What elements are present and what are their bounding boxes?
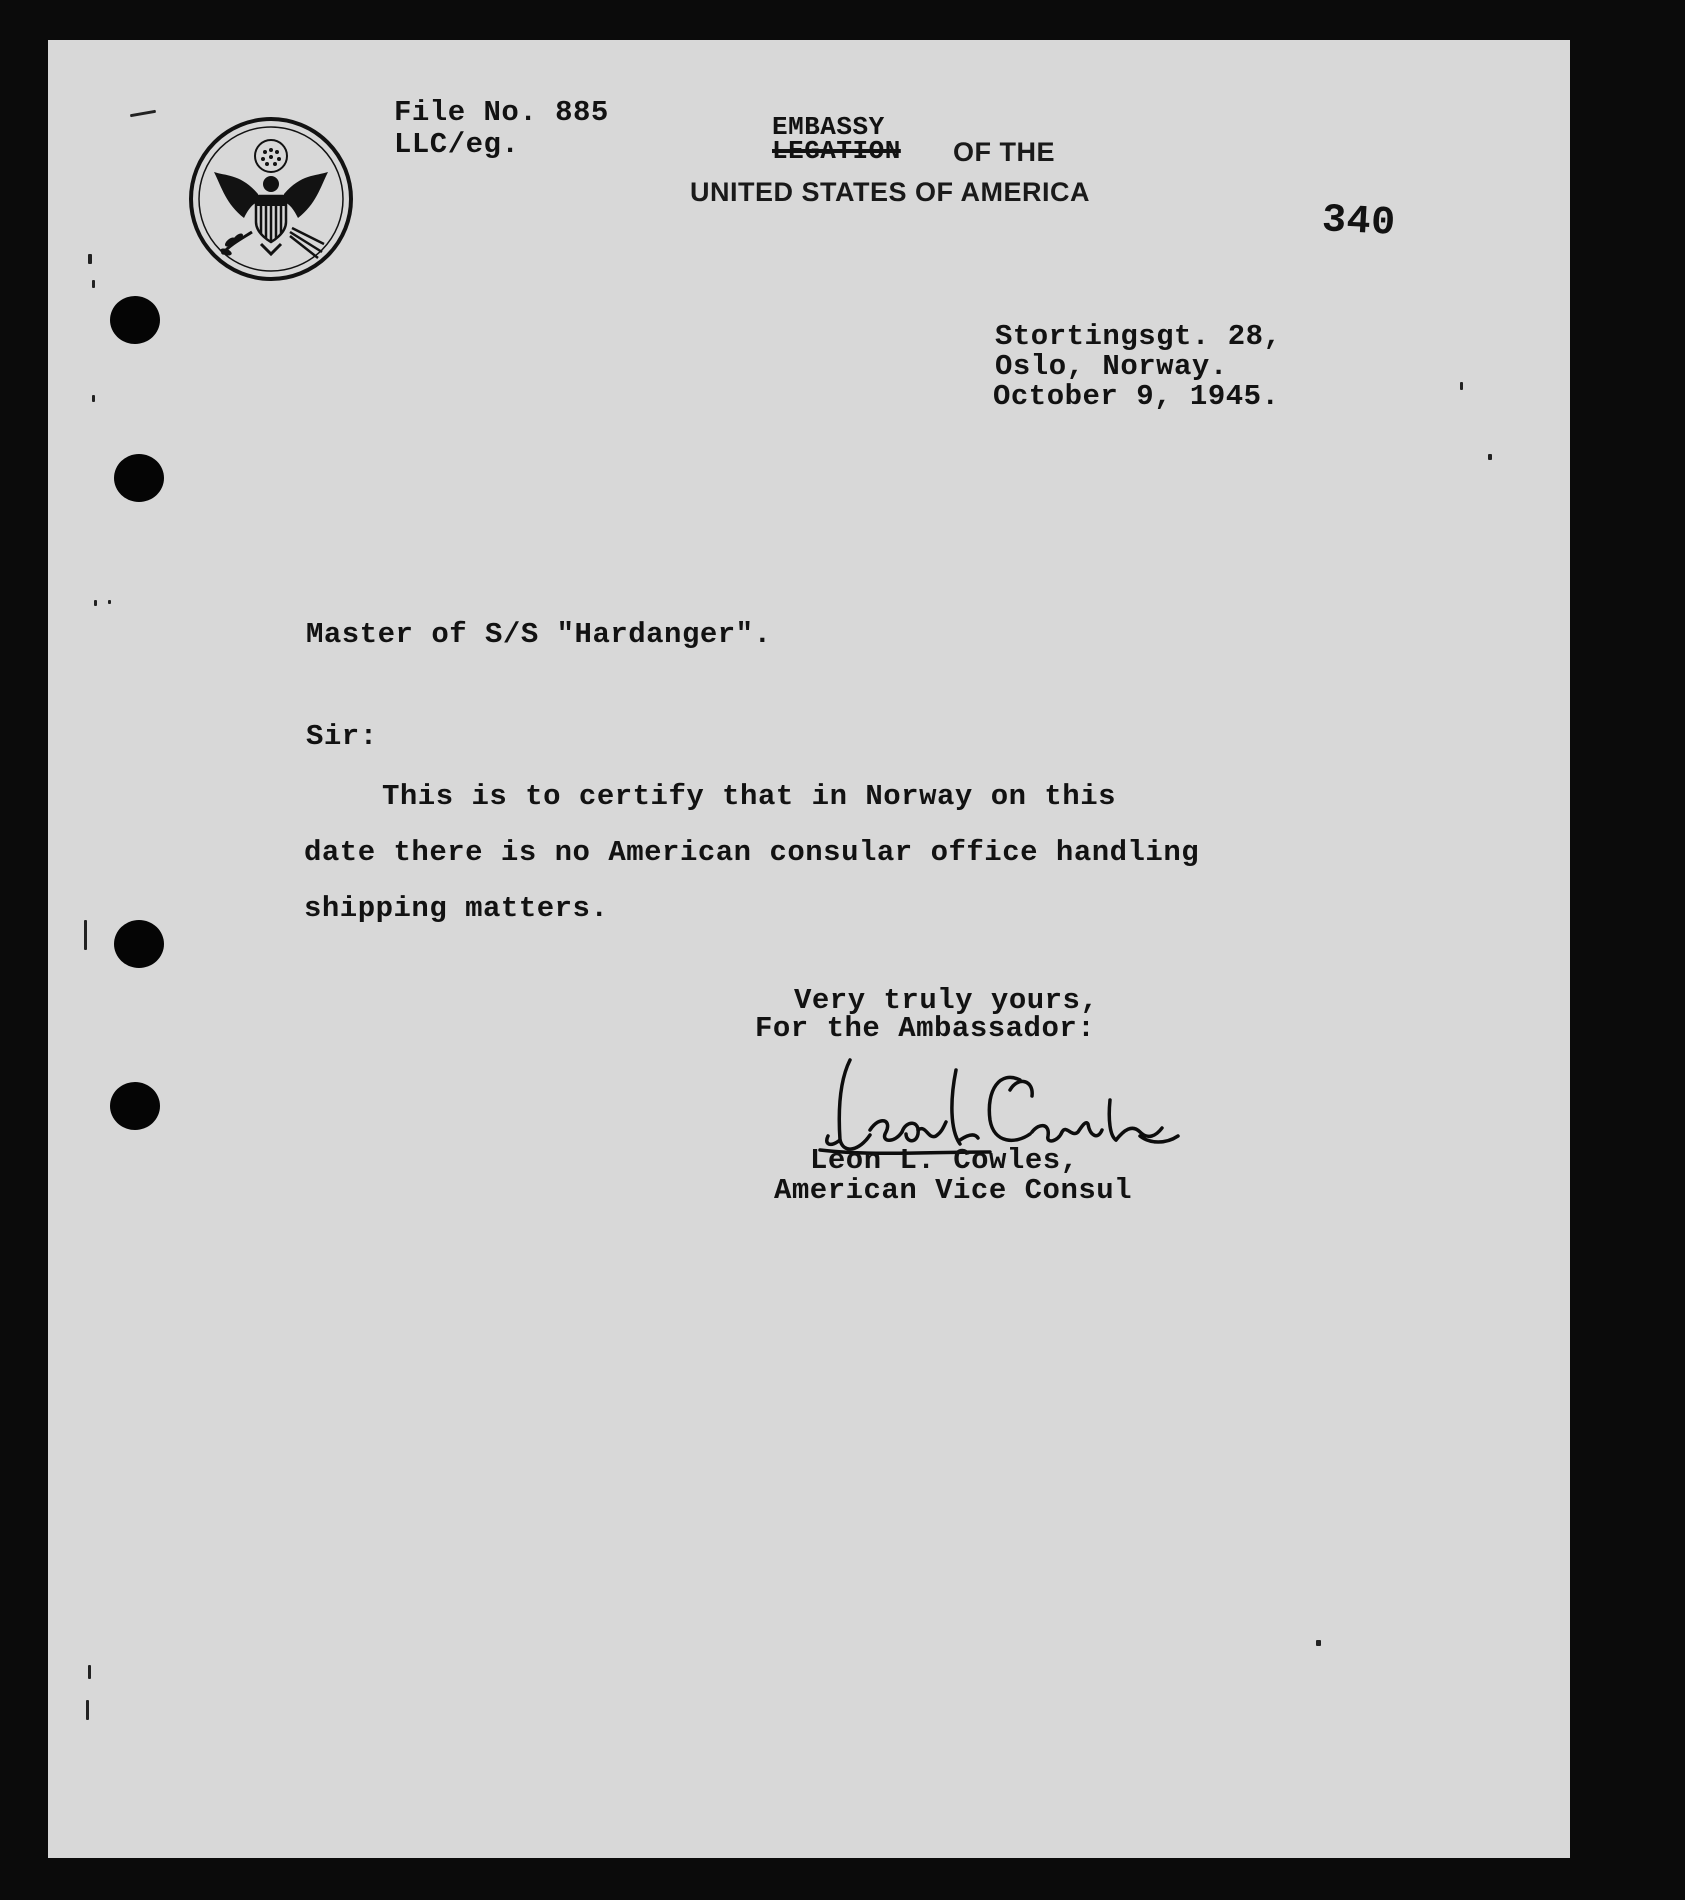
scan-mark xyxy=(92,280,95,288)
page-number: 340 xyxy=(1320,198,1397,247)
scan-mark xyxy=(1460,382,1463,390)
scan-mark xyxy=(94,600,97,606)
file-initials: LLC/eg. xyxy=(394,128,520,161)
scan-mark xyxy=(86,1700,89,1720)
letterhead-embassy: EMBASSY xyxy=(772,112,885,142)
letterhead-legation-struck: LEGATION xyxy=(772,136,901,166)
punch-hole xyxy=(114,454,164,502)
letterhead-of-the: OF THE xyxy=(953,137,1055,167)
address-street: Stortingsgt. 28, xyxy=(995,320,1282,353)
scan-mark xyxy=(1316,1640,1321,1646)
closing-line: For the Ambassador: xyxy=(755,1012,1096,1045)
scan-mark xyxy=(1488,454,1492,460)
letter-date: October 9, 1945. xyxy=(993,380,1280,413)
recipient: Master of S/S "Hardanger". xyxy=(306,618,772,651)
letterhead-country: UNITED STATES OF AMERICA xyxy=(690,177,1090,207)
file-number: File No. 885 xyxy=(394,96,609,129)
great-seal-eagle-icon xyxy=(186,114,356,284)
closing-line: Very truly yours, xyxy=(794,984,1099,1017)
body-line: This is to certify that in Norway on this xyxy=(382,780,1117,813)
scan-mark xyxy=(88,1665,91,1679)
signer-title: American Vice Consul xyxy=(774,1174,1133,1207)
salutation: Sir: xyxy=(306,720,378,753)
scan-mark xyxy=(92,395,95,402)
signer-name: Leon L. Cowles, xyxy=(810,1144,1079,1177)
body-line: shipping matters. xyxy=(304,892,609,925)
letter-page xyxy=(48,40,1570,1858)
body-line: date there is no American consular office handling xyxy=(304,836,1200,869)
scan-mark xyxy=(130,110,156,117)
punch-hole xyxy=(110,296,160,344)
scan-mark xyxy=(88,254,92,264)
punch-hole xyxy=(110,1082,160,1130)
address-city: Oslo, Norway. xyxy=(995,350,1228,383)
punch-hole xyxy=(114,920,164,968)
scan-mark xyxy=(84,920,87,950)
scan-mark xyxy=(108,600,111,604)
